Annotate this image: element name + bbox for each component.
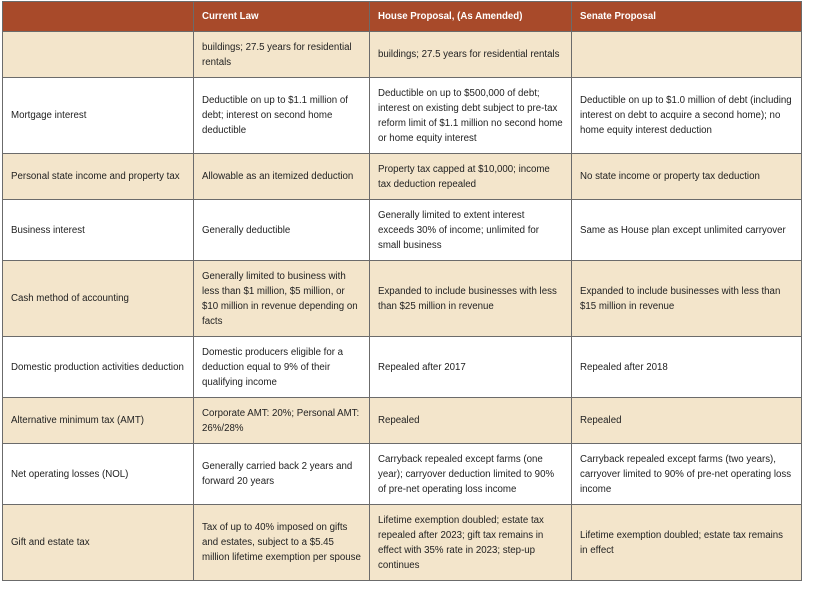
cell-house-proposal: buildings; 27.5 years for residential rentals bbox=[370, 32, 572, 78]
row-label: Cash method of accounting bbox=[3, 261, 194, 337]
table-row bbox=[3, 154, 802, 200]
cell-current-law: Generally limited to business with less than $1 million, $5 million, or $10 million in revenue depending on facts bbox=[194, 261, 370, 337]
cell-house-proposal: Repealed bbox=[370, 398, 572, 444]
table-row bbox=[3, 444, 802, 505]
cell-current-law: Generally deductible bbox=[194, 200, 370, 261]
tax-comparison-table bbox=[2, 1, 802, 581]
table-row bbox=[3, 32, 802, 78]
cell-current-law: Deductible on up to $1.1 million of debt; interest on second home deductible bbox=[194, 78, 370, 154]
header-cell-house-proposal: House Proposal, (As Amended) bbox=[370, 2, 572, 32]
header-cell-topic bbox=[3, 2, 194, 32]
cell-current-law: Corporate AMT: 20%; Personal AMT: 26%/28% bbox=[194, 398, 370, 444]
row-label bbox=[3, 32, 194, 78]
table-row bbox=[3, 200, 802, 261]
cell-current-law: Generally carried back 2 years and forward 20 years bbox=[194, 444, 370, 505]
cell-senate-proposal bbox=[572, 32, 802, 78]
row-label: Alternative minimum tax (AMT) bbox=[3, 398, 194, 444]
cell-current-law: Allowable as an itemized deduction bbox=[194, 154, 370, 200]
cell-current-law: buildings; 27.5 years for residential rentals bbox=[194, 32, 370, 78]
cell-house-proposal: Expanded to include businesses with less than $25 million in revenue bbox=[370, 261, 572, 337]
row-label: Mortgage interest bbox=[3, 78, 194, 154]
cell-senate-proposal: Same as House plan except unlimited carryover bbox=[572, 200, 802, 261]
cell-senate-proposal: Deductible on up to $1.0 million of debt (including interest on debt to acquire a second home); no home equity interest deduction bbox=[572, 78, 802, 154]
cell-house-proposal: Lifetime exemption doubled; estate tax repealed after 2023; gift tax remains in effect with 35% rate in 2023; step-up continues bbox=[370, 505, 572, 581]
header-cell-current-law: Current Law bbox=[194, 2, 370, 32]
row-label: Domestic production activities deduction bbox=[3, 337, 194, 398]
header-cell-senate-proposal: Senate Proposal bbox=[572, 2, 802, 32]
cell-senate-proposal: Lifetime exemption doubled; estate tax remains in effect bbox=[572, 505, 802, 581]
table-row bbox=[3, 398, 802, 444]
row-label: Personal state income and property tax bbox=[3, 154, 194, 200]
cell-current-law: Domestic producers eligible for a deduction equal to 9% of their qualifying income bbox=[194, 337, 370, 398]
header-row bbox=[3, 2, 802, 32]
table-row bbox=[3, 261, 802, 337]
cell-senate-proposal: Carryback repealed except farms (two years), carryover limited to 90% of pre-net operating loss income bbox=[572, 444, 802, 505]
cell-house-proposal: Deductible on up to $500,000 of debt; interest on existing debt subject to pre-tax reform limit of $1.1 million no second home or home equity interest bbox=[370, 78, 572, 154]
cell-house-proposal: Generally limited to extent interest exceeds 30% of income; unlimited for small business bbox=[370, 200, 572, 261]
cell-senate-proposal: Repealed after 2018 bbox=[572, 337, 802, 398]
cell-senate-proposal: Repealed bbox=[572, 398, 802, 444]
cell-house-proposal: Property tax capped at $10,000; income tax deduction repealed bbox=[370, 154, 572, 200]
row-label: Net operating losses (NOL) bbox=[3, 444, 194, 505]
cell-senate-proposal: No state income or property tax deduction bbox=[572, 154, 802, 200]
table-row bbox=[3, 505, 802, 581]
row-label: Business interest bbox=[3, 200, 194, 261]
table-row bbox=[3, 337, 802, 398]
cell-house-proposal: Carryback repealed except farms (one year); carryover deduction limited to 90% of pre-net operating loss income bbox=[370, 444, 572, 505]
row-label: Gift and estate tax bbox=[3, 505, 194, 581]
table-row bbox=[3, 78, 802, 154]
cell-senate-proposal: Expanded to include businesses with less than $15 million in revenue bbox=[572, 261, 802, 337]
cell-current-law: Tax of up to 40% imposed on gifts and estates, subject to a $5.45 million lifetime exemption per spouse bbox=[194, 505, 370, 581]
cell-house-proposal: Repealed after 2017 bbox=[370, 337, 572, 398]
